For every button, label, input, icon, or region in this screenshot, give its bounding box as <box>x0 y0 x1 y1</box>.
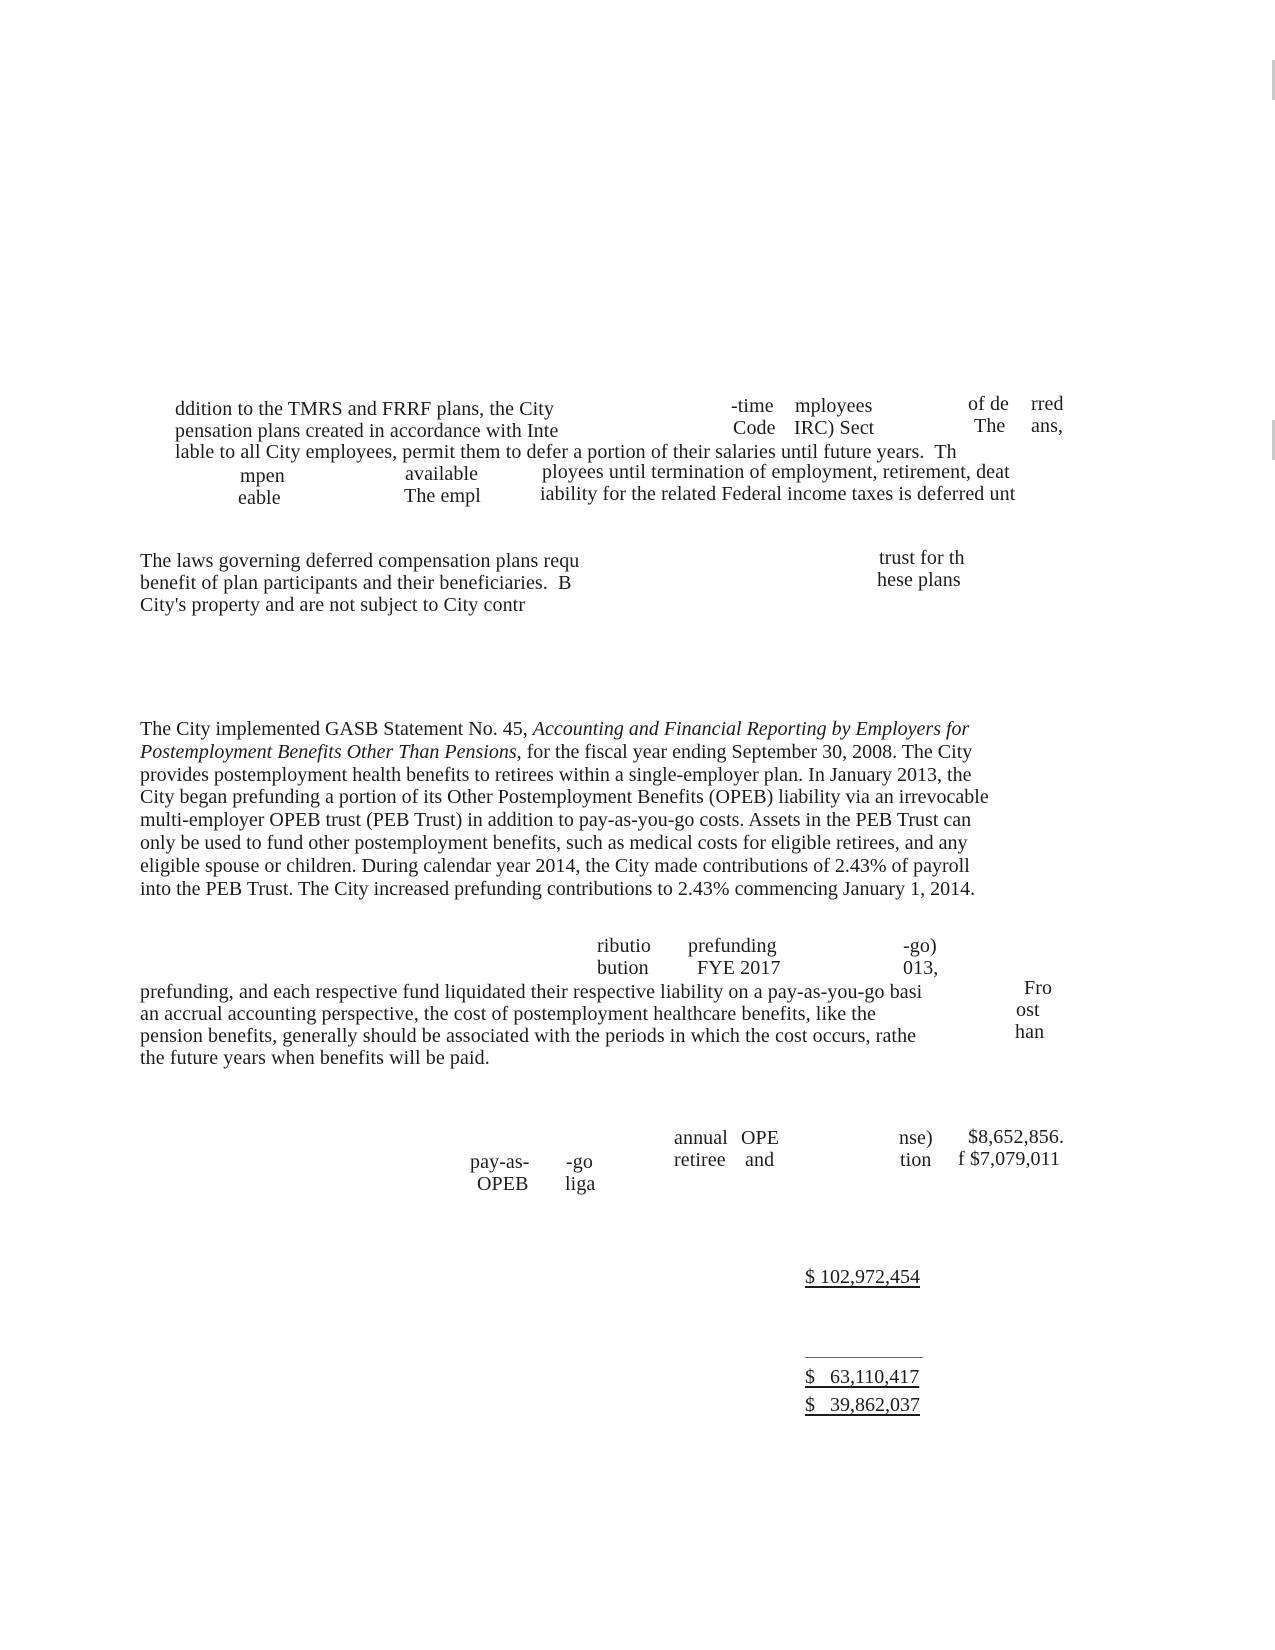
text-fragment: prefunding <box>688 935 777 957</box>
text-fragment: pension benefits, generally should be associated with the periods in which the cost occurs, rathe <box>140 1025 917 1047</box>
text-fragment: ost <box>1016 999 1040 1021</box>
text-fragment: FYE 2017 <box>697 957 781 979</box>
text-fragment: the future years when benefits will be paid. <box>140 1047 490 1069</box>
text-fragment: annual <box>674 1127 728 1149</box>
text-fragment: han <box>1015 1021 1045 1043</box>
gasb45-paragraph <box>140 718 1075 900</box>
paragraph-line: Postemployment Benefits Other Than Pensions, for the fiscal year ending September 30, 2008. The City <box>140 740 973 763</box>
text-fragment: and <box>745 1149 775 1171</box>
text-fragment: ans, <box>1031 415 1064 437</box>
text-fragment: -time <box>731 395 774 417</box>
paragraph-line: into the PEB Trust. The City increased prefunding contributions to 2.43% commencing January 1, 2014. <box>140 877 976 900</box>
text-fragment: lable to all City employees, permit them to defer a portion of their salaries until future years. Th <box>175 441 957 463</box>
text-fragment: City's property and are not subject to City contr <box>140 594 526 616</box>
opeb-cost-amount: $8,652,856. <box>968 1126 1065 1148</box>
text-fragment: pensation plans created in accordance with Inte <box>175 420 559 442</box>
text-fragment: rred <box>1031 393 1064 415</box>
paragraph-line: only be used to fund other postemployment benefits, such as medical costs for eligible retirees, and any <box>140 831 968 854</box>
text-fragment: ployees until termination of employment, retirement, deat <box>542 461 1010 483</box>
text-fragment: OPE <box>741 1127 780 1149</box>
text-fragment: hese plans <box>877 569 961 591</box>
pay-go-amount: f $7,079,011 <box>958 1148 1061 1170</box>
text-fragment: nse) <box>899 1127 933 1149</box>
text-fragment: The <box>974 415 1006 437</box>
text-fragment: IRC) Sect <box>794 417 875 439</box>
text-fragment: OPEB <box>477 1173 529 1195</box>
paragraph-line: City began prefunding a portion of its Other Postemployment Benefits (OPEB) liability via an irrevocable <box>140 786 989 809</box>
text-fragment: Fro <box>1024 977 1053 999</box>
text-fragment: available <box>405 463 479 485</box>
amount-line: $ 39,862,037 <box>805 1394 920 1416</box>
subtotal-rule <box>805 1357 923 1358</box>
text-fragment: an accrual accounting perspective, the cost of postemployment healthcare benefits, like the <box>140 1003 877 1025</box>
text-fragment: -go) <box>903 935 937 957</box>
text-fragment: trust for th <box>879 547 965 569</box>
paragraph-line: provides postemployment health benefits to retirees within a single-employer plan. In January 2013, the <box>140 763 972 786</box>
statement-title: Postemployment Benefits Other Than Pensions <box>140 740 517 763</box>
text-fragment: bution <box>597 957 649 979</box>
text-fragment: tion <box>900 1149 932 1171</box>
text-fragment: benefit of plan participants and their beneficiaries. B <box>140 572 572 594</box>
text-fragment: of de <box>968 393 1010 415</box>
text-fragment: iability for the related Federal income taxes is deferred unt <box>540 483 1016 505</box>
paragraph-line: eligible spouse or children. During calendar year 2014, the City made contributions of 2.43% of payroll <box>140 854 970 877</box>
text-fragment: liga <box>565 1173 596 1195</box>
text-fragment: retiree <box>674 1149 726 1171</box>
text-fragment: ddition to the TMRS and FRRF plans, the City <box>175 398 555 420</box>
text-fragment: eable <box>238 487 281 509</box>
text-fragment: ributio <box>597 935 652 957</box>
text-fragment: mpen <box>240 465 285 487</box>
amount-line: $ 63,110,417 <box>805 1366 920 1388</box>
text-fragment: prefunding, and each respective fund liquidated their respective liability on a pay-as-you-go basi <box>140 981 923 1003</box>
statement-title: Accounting and Financial Reporting by Employers for <box>532 718 970 740</box>
text-fragment: pay-as- <box>470 1151 530 1173</box>
total-amount: $ 102,972,454 <box>805 1266 920 1288</box>
text-fragment: Code <box>733 417 776 439</box>
text-fragment: The laws governing deferred compensation plans requ <box>140 550 580 572</box>
paragraph-line: The City implemented GASB Statement No. 45, Accounting and Financial Reporting by Employers for <box>140 718 970 740</box>
text-fragment: The empl <box>404 485 481 507</box>
text-fragment: mployees <box>795 395 873 417</box>
text-fragment: -go <box>566 1151 593 1173</box>
paragraph-line: multi-employer OPEB trust (PEB Trust) in addition to pay-as-you-go costs. Assets in the PEB Trust can <box>140 809 972 832</box>
text-fragment: 013, <box>903 957 939 979</box>
